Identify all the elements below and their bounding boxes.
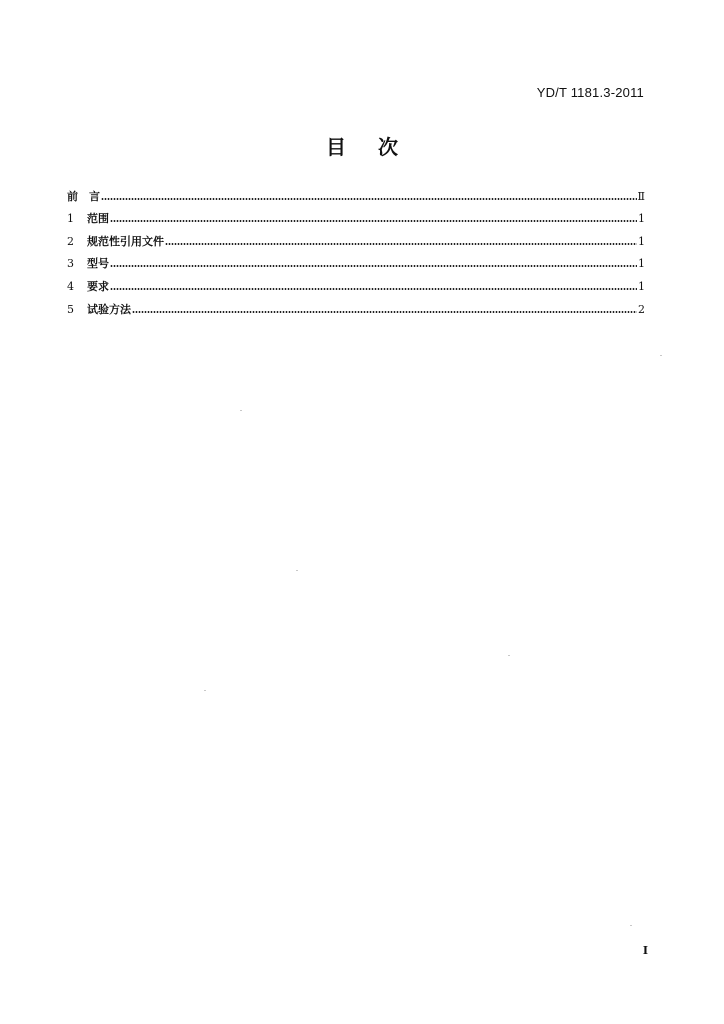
dot-leader [110, 220, 637, 222]
toc-entry-requirements[interactable] [67, 270, 645, 293]
dot-leader [110, 265, 637, 267]
toc-entry-page: Ⅱ [637, 189, 645, 203]
toc-entry-label: 要求 [87, 279, 109, 293]
scan-speck [296, 570, 298, 571]
toc-heading-char-1: 目 [326, 135, 346, 159]
toc-entry-number: 2 [67, 234, 74, 248]
scan-speck [660, 355, 662, 356]
dot-leader [165, 243, 637, 245]
scan-speck [240, 410, 242, 411]
toc-entry-label: 范围 [87, 212, 109, 226]
scan-speck [508, 655, 510, 656]
dot-leader [101, 198, 637, 200]
toc-entry-page: 1 [638, 279, 645, 293]
toc-entry-number: 3 [67, 257, 74, 271]
toc-entry-label: 试验方法 [87, 302, 131, 316]
toc-entry-model[interactable] [67, 248, 645, 271]
toc-entry-page: 2 [638, 302, 645, 316]
toc-entry-label: 规范性引用文件 [87, 234, 164, 248]
scan-speck [630, 925, 632, 926]
dot-leader [110, 288, 637, 290]
toc-entry-page: 1 [638, 212, 645, 226]
toc-entry-page: 1 [638, 257, 645, 271]
toc-entry-page: 1 [638, 234, 645, 248]
toc-entry-number: 1 [67, 212, 74, 226]
toc-entry-label: 型号 [87, 257, 109, 271]
toc-entry-number: 4 [67, 279, 74, 293]
page-number: I [642, 944, 648, 957]
toc-entry-scope[interactable] [67, 203, 645, 226]
toc-heading [0, 131, 724, 160]
toc-entry-number: 5 [67, 302, 74, 316]
scan-speck [204, 690, 206, 691]
toc-entry-foreword[interactable] [67, 180, 645, 203]
standard-code: YD/T 1181.3-2011 [536, 85, 644, 100]
toc-entry-normative-references[interactable] [67, 225, 645, 248]
toc-entry-label: 前 言 [67, 189, 100, 203]
table-of-contents [67, 180, 645, 316]
dot-leader [132, 311, 637, 313]
toc-entry-test-methods[interactable] [67, 293, 645, 316]
toc-heading-char-2: 次 [378, 135, 398, 159]
